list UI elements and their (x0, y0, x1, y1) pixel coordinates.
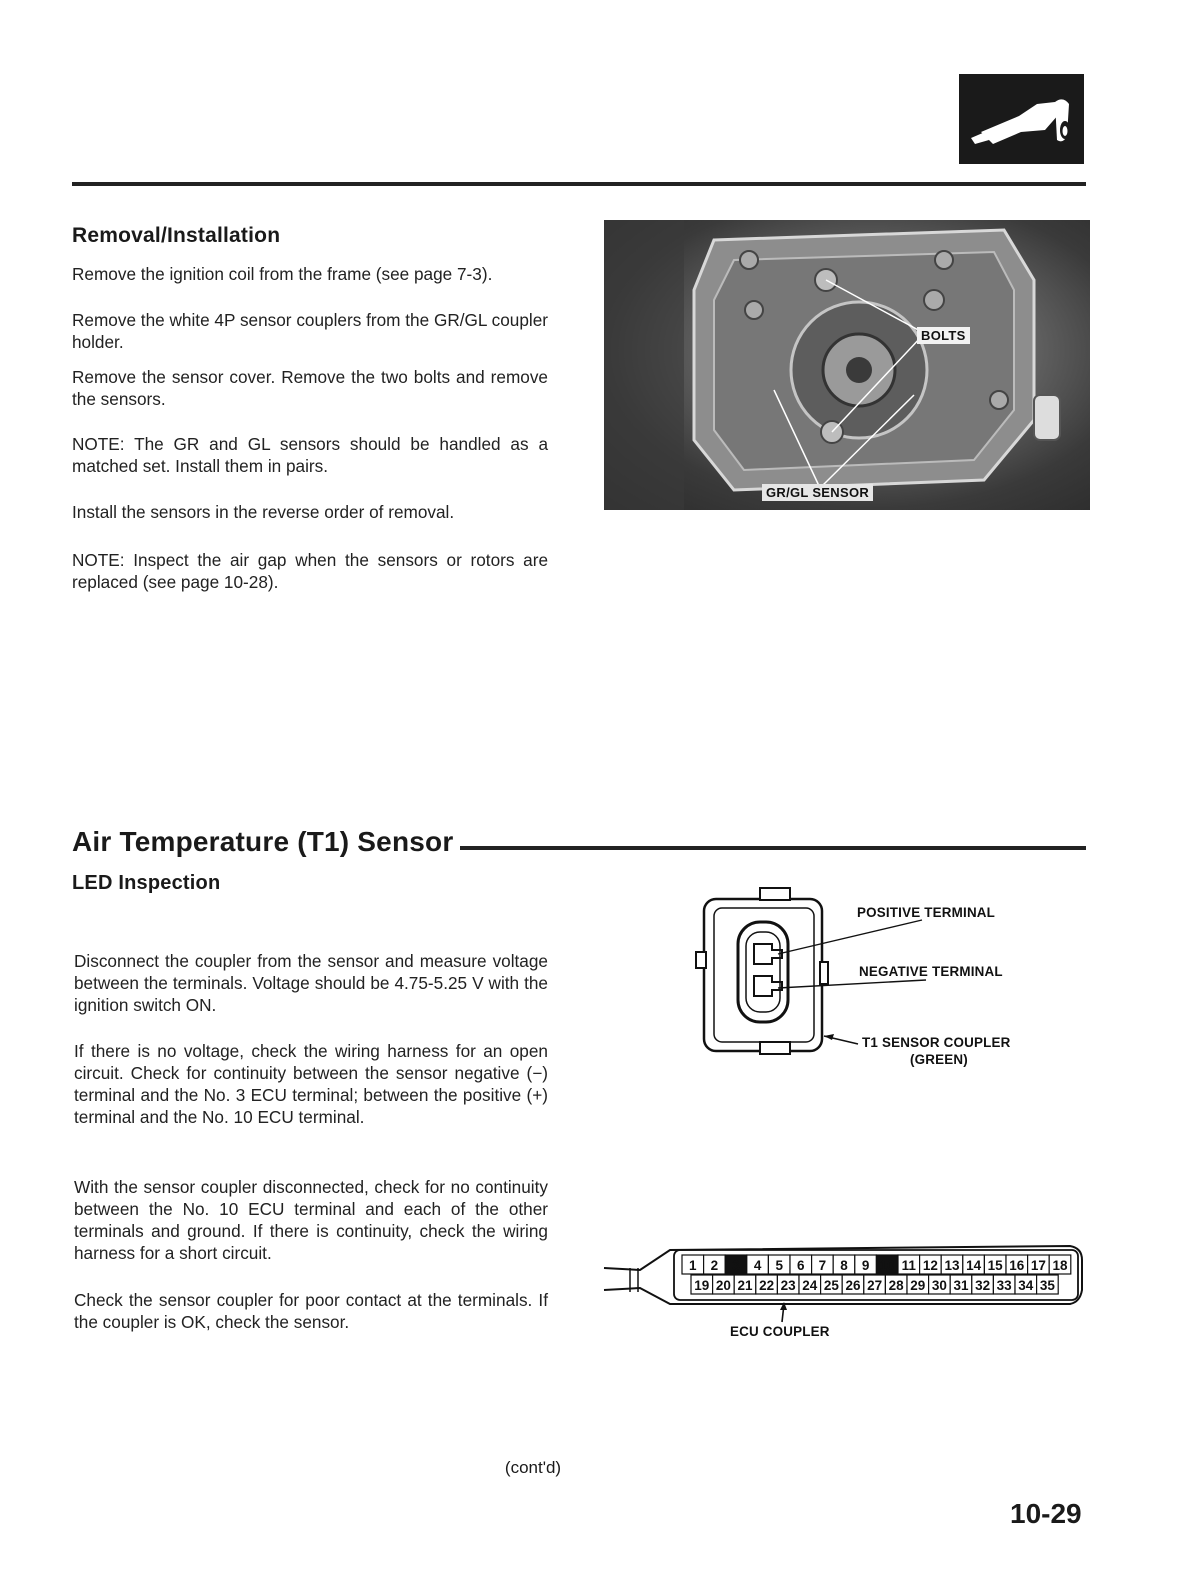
ecu-coupler-label: ECU COUPLER (730, 1324, 830, 1339)
ecu-terminal-number: 29 (910, 1278, 926, 1293)
ecu-terminal-number: 20 (715, 1278, 731, 1293)
ecu-terminal-number: 17 (1030, 1258, 1046, 1273)
ecu-terminal-number: 25 (823, 1278, 839, 1293)
removal-heading: Removal/Installation (72, 224, 281, 247)
header-rule (72, 182, 1086, 186)
t1-sensor-coupler-diagram (694, 884, 1024, 1074)
ecu-terminal-number: 33 (996, 1278, 1012, 1293)
ecu-coupler-diagram (600, 1238, 1086, 1346)
section-title-rule (460, 846, 1086, 850)
removal-note-1: NOTE: The GR and GL sensors should be handled as a matched set. Install them in pairs. (72, 434, 548, 476)
ecu-terminal-number: 26 (845, 1278, 861, 1293)
continued-note: (cont'd) (504, 1458, 562, 1477)
ecu-terminal-number: 35 (1039, 1278, 1055, 1293)
ecu-terminal-number: 28 (888, 1278, 904, 1293)
led-inspection-heading: LED Inspection (72, 872, 221, 894)
ecu-terminal-number: 16 (1009, 1258, 1025, 1273)
inspection-paragraph-4: Check the sensor coupler for poor contact at the terminals. If the coupler is OK, check the sensor. (74, 1290, 548, 1332)
t1-sensor-coupler-label: T1 SENSOR COUPLER (862, 1035, 1011, 1050)
ecu-terminal-number: 10 (879, 1258, 895, 1273)
ecu-terminal-number: 18 (1052, 1258, 1068, 1273)
ecu-terminal-number: 32 (975, 1278, 991, 1293)
ecu-terminal-number: 15 (987, 1258, 1003, 1273)
ecu-terminal-number: 31 (953, 1278, 969, 1293)
ecu-terminal-number: 5 (775, 1258, 783, 1273)
sensor-assembly-photo (604, 220, 1090, 510)
page-number: 10-29 (1010, 1498, 1082, 1529)
ecu-terminal-number: 1 (689, 1258, 697, 1273)
ecu-terminal-number: 9 (861, 1258, 870, 1273)
ecu-terminal-number: 23 (780, 1278, 796, 1293)
ecu-terminal-number: 11 (901, 1258, 916, 1273)
positive-terminal-label: POSITIVE TERMINAL (857, 905, 996, 920)
removal-paragraph-1: Remove the ignition coil from the frame (see page 7-3). (72, 264, 493, 284)
ecu-terminal-number: 19 (694, 1278, 710, 1293)
ecu-terminal-number: 4 (753, 1258, 762, 1273)
gr-gl-sensor-label: GR/GL SENSOR (762, 484, 873, 501)
ecu-terminal-number: 14 (966, 1258, 982, 1273)
inspection-paragraph-3: With the sensor coupler disconnected, check for no continuity between the No. 10 ECU terminal and each of the other terminals and ground. If there is continuity, check the wiring harness for a short circuit. (74, 1177, 548, 1263)
ecu-terminal-number: 34 (1018, 1278, 1034, 1293)
ecu-terminal-number: 24 (802, 1278, 818, 1293)
ecu-terminal-number: 21 (737, 1278, 753, 1293)
ecu-terminal-number: 27 (867, 1278, 883, 1293)
ecu-terminal-number: 30 (931, 1278, 947, 1293)
removal-paragraph-3: Remove the sensor cover. Remove the two bolts and remove the sensors. (72, 367, 548, 409)
ecu-terminal-number: 12 (922, 1258, 938, 1273)
removal-note-2: NOTE: Inspect the air gap when the sensors or rotors are replaced (see page 10-28). (72, 550, 548, 592)
ecu-terminal-number: 8 (840, 1258, 848, 1273)
fuel-nozzle-icon (959, 74, 1084, 164)
ecu-terminal-number: 7 (818, 1258, 827, 1273)
removal-paragraph-2: Remove the white 4P sensor couplers from the GR/GL coupler holder. (72, 310, 548, 352)
bolts-label: BOLTS (917, 327, 970, 344)
ecu-terminal-number: 6 (797, 1258, 805, 1273)
negative-terminal-label: NEGATIVE TERMINAL (859, 964, 1003, 979)
removal-paragraph-4: Install the sensors in the reverse order of removal. (72, 502, 455, 522)
ecu-terminal-number: 13 (944, 1258, 960, 1273)
air-temp-sensor-title: Air Temperature (T1) Sensor (72, 826, 457, 858)
ecu-terminal-number: 22 (759, 1278, 775, 1293)
ecu-terminal-number: 3 (732, 1258, 740, 1273)
ecu-terminal-number: 2 (710, 1258, 719, 1273)
inspection-paragraph-2: If there is no voltage, check the wiring harness for an open circuit. Check for continuity between the sensor negative (−) terminal and the No. 3 ECU terminal; between the positive (+) terminal and the No. 10 ECU terminal. (74, 1041, 548, 1127)
inspection-paragraph-1: Disconnect the coupler from the sensor and measure voltage between the terminals. Voltage should be 4.75-5.25 V with the ignition switch ON. (74, 951, 548, 1015)
coupler-color-label: (GREEN) (910, 1052, 968, 1067)
